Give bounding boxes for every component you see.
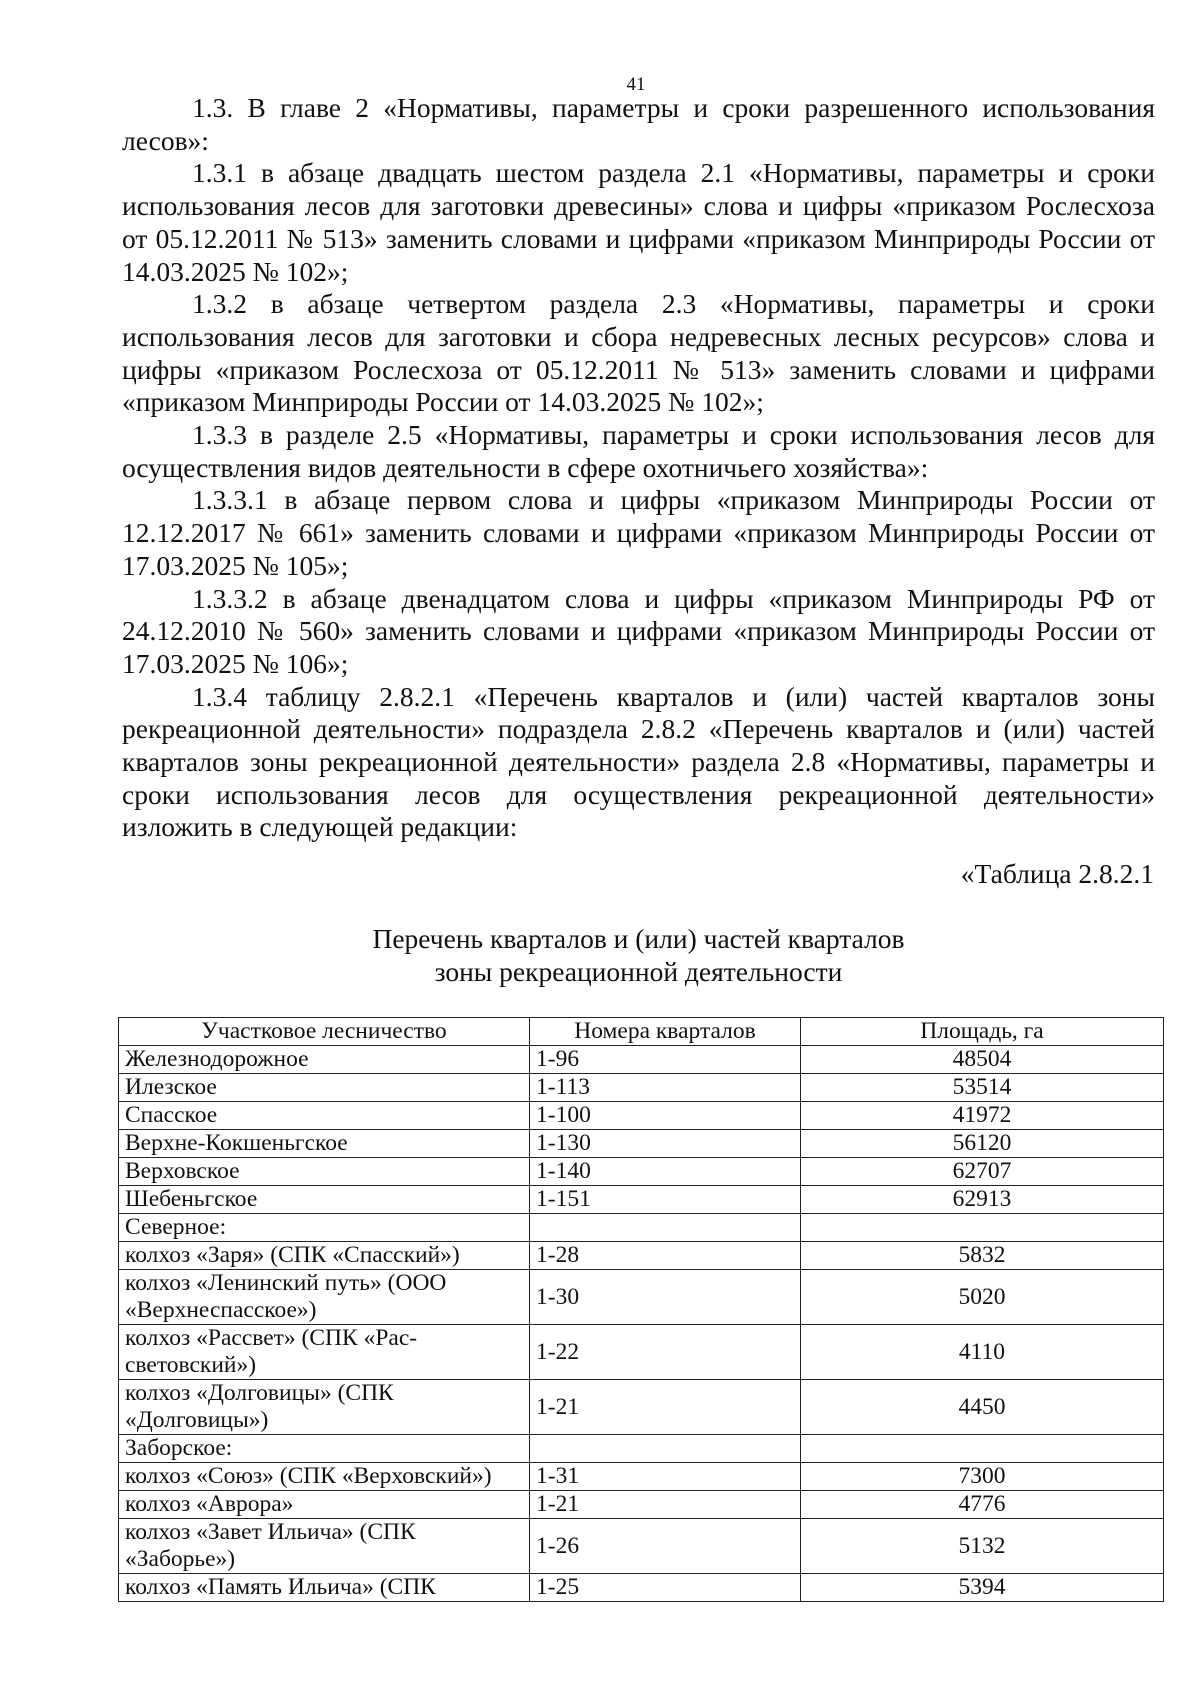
area-cell: 4776 xyxy=(801,1491,1164,1519)
quarters-cell: 1-26 xyxy=(530,1519,801,1574)
quarters-cell: 1-140 xyxy=(530,1158,801,1186)
paragraph-1-3-2: 1.3.2 в абзаце четвертом раздела 2.3 «Нормативы, параметры и сроки использования лесов для заготовки и сбора недревесных лесных ресурсов» слова и цифры «приказом Рослесхоза от 05.12.2011 № 513» заменить словами и цифрами «приказом Минприроды России от 14.03.2025 № 102»; xyxy=(122,288,1155,418)
forestry-cell: колхоз «Завет Ильича» (СПК «Заборье») xyxy=(119,1519,530,1574)
area-cell: 5020 xyxy=(801,1270,1164,1325)
table-row xyxy=(119,1519,1164,1574)
table-row xyxy=(119,1463,1164,1491)
quarters-cell xyxy=(530,1435,801,1463)
table-title-line: зоны рекреационной деятельности xyxy=(434,956,843,987)
body-text xyxy=(122,92,1155,844)
forestry-cell: колхоз «Память Ильича» (СПК xyxy=(119,1574,530,1602)
area-cell: 41972 xyxy=(801,1102,1164,1130)
quarters-cell: 1-22 xyxy=(530,1325,801,1380)
quarters-cell: 1-30 xyxy=(530,1270,801,1325)
table-row xyxy=(119,1046,1164,1074)
table-row xyxy=(119,1574,1164,1602)
forestry-cell: Спасское xyxy=(119,1102,530,1130)
paragraph-1-3-4: 1.3.4 таблицу 2.8.2.1 «Перечень кварталов и (или) частей кварталов зоны рекреационной деятельности» подраздела 2.8.2 «Перечень кварталов и (или) частей кварталов зоны рекреационной деятельности» раздела 2.8 «Нормативы, параметры и сроки использования лесов для осуществления рекреационной деятельности» изложить в следующей редакции: xyxy=(122,680,1155,843)
quarters-cell xyxy=(530,1214,801,1242)
area-cell: 4450 xyxy=(801,1380,1164,1435)
forestry-cell: колхоз «Союз» (СПК «Верховский») xyxy=(119,1463,530,1491)
quarters-cell: 1-25 xyxy=(530,1574,801,1602)
table-header-row xyxy=(119,1018,1164,1046)
table-row xyxy=(119,1242,1164,1270)
area-cell: 5132 xyxy=(801,1519,1164,1574)
forestry-cell: колхоз «Аврора» xyxy=(119,1491,530,1519)
forestry-cell: Железнодорожное xyxy=(119,1046,530,1074)
area-cell xyxy=(801,1435,1164,1463)
forestry-cell: Шебеньгское xyxy=(119,1186,530,1214)
paragraph-1-3: 1.3. В главе 2 «Нормативы, параметры и сроки разрешенного использования лесов»: xyxy=(122,92,1155,156)
table-row xyxy=(119,1102,1164,1130)
forestry-cell: колхоз «Долговицы» (СПК «Долговицы») xyxy=(119,1380,530,1435)
forestry-table xyxy=(118,1017,1164,1602)
section-cell: Северное: xyxy=(119,1214,530,1242)
table-row xyxy=(119,1186,1164,1214)
quarters-cell: 1-130 xyxy=(530,1130,801,1158)
quarters-cell: 1-21 xyxy=(530,1491,801,1519)
quarters-cell: 1-96 xyxy=(530,1046,801,1074)
area-cell: 53514 xyxy=(801,1074,1164,1102)
table-reference: «Таблица 2.8.2.1 xyxy=(960,858,1154,889)
area-cell: 7300 xyxy=(801,1463,1164,1491)
quarters-cell: 1-28 xyxy=(530,1242,801,1270)
column-header-quarters: Номера кварталов xyxy=(530,1018,801,1046)
section-cell: Заборское: xyxy=(119,1435,530,1463)
table-row xyxy=(119,1074,1164,1102)
table-row xyxy=(119,1380,1164,1435)
forestry-cell: колхоз «Ленинский путь» (ООО «Верхнеспасское») xyxy=(119,1270,530,1325)
forestry-cell: колхоз «Рассвет» (СПК «Рас-световский») xyxy=(119,1325,530,1380)
column-header-forestry: Участковое лесничество xyxy=(119,1018,530,1046)
table-row xyxy=(119,1270,1164,1325)
quarters-cell: 1-113 xyxy=(530,1074,801,1102)
paragraph-1-3-3-1: 1.3.3.1 в абзаце первом слова и цифры «приказом Минприроды России от 12.12.2017 № 661» заменить словами и цифрами «приказом Минприроды России от 17.03.2025 № 105»; xyxy=(122,484,1155,581)
quarters-cell: 1-151 xyxy=(530,1186,801,1214)
area-cell: 5832 xyxy=(801,1242,1164,1270)
area-cell: 5394 xyxy=(801,1574,1164,1602)
table-row xyxy=(119,1130,1164,1158)
area-cell: 62913 xyxy=(801,1186,1164,1214)
quarters-cell: 1-31 xyxy=(530,1463,801,1491)
paragraph-1-3-3: 1.3.3 в разделе 2.5 «Нормативы, параметры и сроки использования лесов для осуществления видов деятельности в сфере охотничьего хозяйства»: xyxy=(122,419,1155,483)
quarters-cell: 1-100 xyxy=(530,1102,801,1130)
table-row xyxy=(119,1491,1164,1519)
area-cell: 62707 xyxy=(801,1158,1164,1186)
forestry-cell: Верхне-Кокшеньгское xyxy=(119,1130,530,1158)
table-section-row xyxy=(119,1435,1164,1463)
table-title xyxy=(122,922,1155,988)
table-section-row xyxy=(119,1214,1164,1242)
column-header-area: Площадь, га xyxy=(801,1018,1164,1046)
area-cell: 4110 xyxy=(801,1325,1164,1380)
quarters-cell: 1-21 xyxy=(530,1380,801,1435)
area-cell xyxy=(801,1214,1164,1242)
paragraph-1-3-1: 1.3.1 в абзаце двадцать шестом раздела 2.1 «Нормативы, параметры и сроки использования лесов для заготовки древесины» слова и цифры «приказом Рослесхоза от 05.12.2011 № 513» заменить словами и цифрами «приказом Минприроды России от 14.03.2025 № 102»; xyxy=(122,157,1155,287)
table-row xyxy=(119,1158,1164,1186)
area-cell: 48504 xyxy=(801,1046,1164,1074)
forestry-cell: Верховское xyxy=(119,1158,530,1186)
forestry-cell: колхоз «Заря» (СПК «Спасский») xyxy=(119,1242,530,1270)
page-number: 41 xyxy=(626,74,646,95)
forestry-cell: Илезское xyxy=(119,1074,530,1102)
table-row xyxy=(119,1325,1164,1380)
paragraph-1-3-3-2: 1.3.3.2 в абзаце двенадцатом слова и цифры «приказом Минприроды РФ от 24.12.2010 № 560» заменить словами и цифрами «приказом Минприроды России от 17.03.2025 № 106»; xyxy=(122,582,1155,679)
area-cell: 56120 xyxy=(801,1130,1164,1158)
table-title-line: Перечень кварталов и (или) частей кварталов xyxy=(372,923,905,954)
